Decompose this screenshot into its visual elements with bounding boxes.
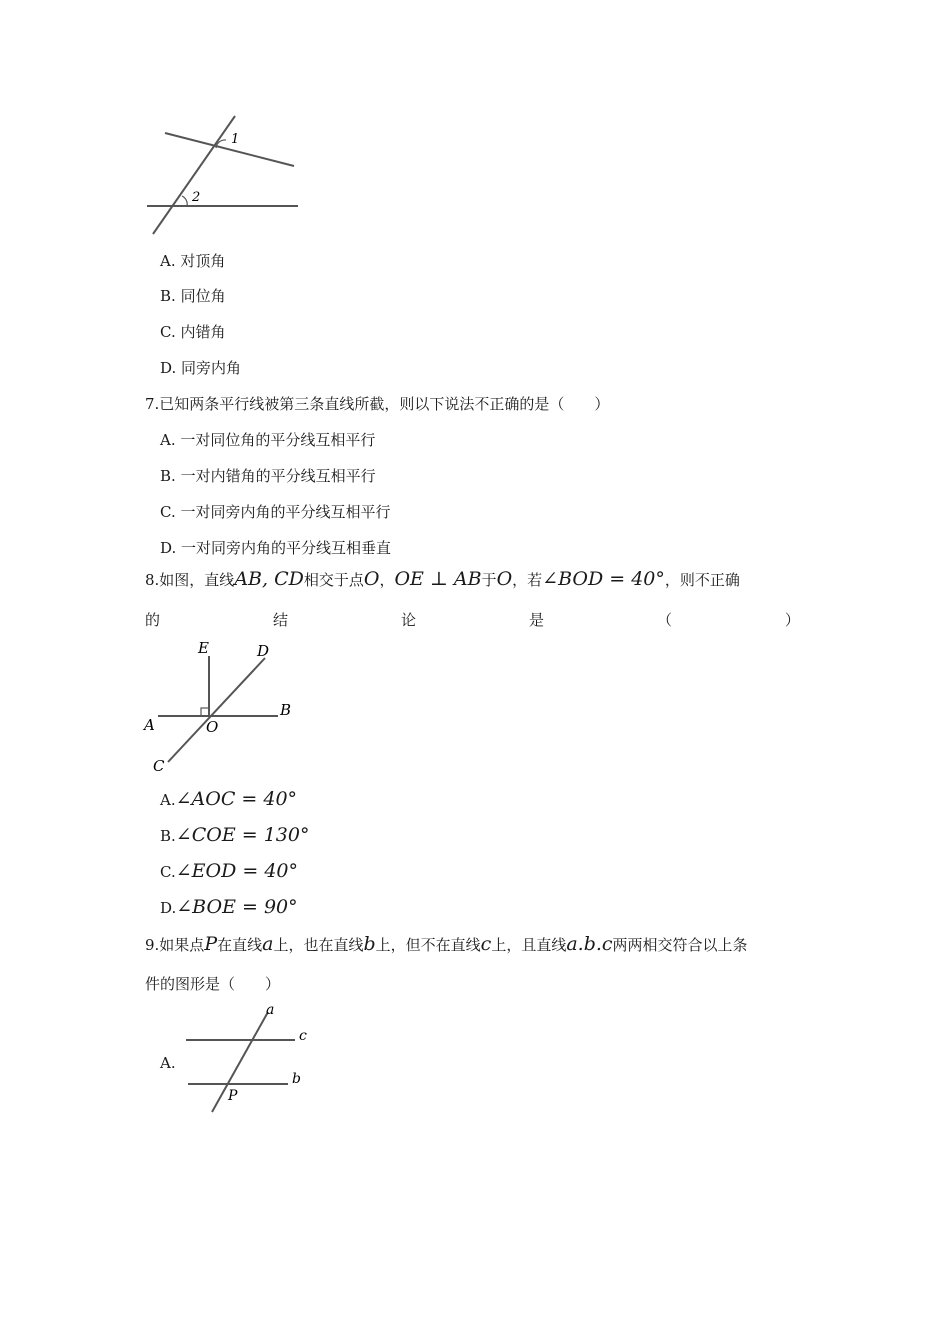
option-text: 一对同位角的平分线互相平行 [180,431,376,449]
option-letter: C. [160,863,176,881]
q6-figure [140,110,310,240]
q8-option-c[interactable] [160,860,298,882]
option-text: 对顶角 [180,252,226,270]
q8-figure [140,638,300,778]
label-e: E [198,639,209,657]
option-letter: B. [160,467,176,485]
q8-option-d[interactable] [160,896,298,918]
label-o: O [206,718,219,736]
label-b: b [292,1071,301,1087]
q8-stem: 8.如图，直线AB, CD相交于点O，OE ⊥ AB于O，若∠BOD = 40°，则不正确 [145,568,740,590]
math-oe-perp-ab: OE ⊥ AB [394,568,482,590]
q7-stem: 7.已知两条平行线被第三条直线所截，则以下说法不正确的是（ ） [145,395,610,413]
option-text: 同位角 [180,287,226,305]
label-a: a [266,1002,275,1018]
option-letter: A. [160,431,176,449]
option-letter: D. [160,539,177,557]
q7-option-a[interactable] [160,429,375,450]
q8-option-a[interactable] [160,788,297,810]
q9-stem: 9.如果点P在直线a上，也在直线b上，但不在直线c上，且直线a.b.c两两相交符合以上条 [145,933,748,955]
q9-stem-line2: 件的图形是（ ） [145,975,281,993]
q7-option-d[interactable] [160,537,391,558]
option-letter: B. [160,827,176,845]
label-d: D [257,642,270,660]
label-c: C [153,757,165,775]
q6-option-d[interactable] [160,357,241,378]
label-a: A [144,716,155,734]
q8-stem-line2: 的 结 论 是 （ ） [145,611,800,629]
label-p: P [228,1088,238,1104]
q8-option-b[interactable] [160,824,309,846]
q9-option-a[interactable] [160,1054,176,1072]
option-letter: A. [160,791,176,809]
right-angle-mark [201,708,209,716]
option-expr: ∠BOE = 90° [176,896,298,918]
option-expr: ∠EOD = 40° [175,860,298,882]
q6-option-c[interactable] [160,321,226,342]
q6-option-a[interactable] [160,250,225,271]
q6-option-b[interactable] [160,285,226,306]
option-letter: C. [160,323,176,341]
option-text: 一对同旁内角的平分线互相垂直 [181,539,392,557]
option-expr: ∠COE = 130° [175,824,310,846]
upper-line [165,133,294,166]
option-letter: C. [160,503,176,521]
label-c: c [299,1028,307,1044]
option-expr: ∠AOC = 40° [175,788,298,810]
option-letter: A. [160,1054,176,1072]
option-letter: D. [160,899,177,917]
line-cd [168,658,265,762]
angle-2-arc [182,196,187,206]
line-a [212,1012,268,1112]
option-text: 同旁内角 [181,359,242,377]
option-letter: A. [160,252,176,270]
angle-2-label: 2 [192,190,201,205]
q7-option-b[interactable] [160,465,376,486]
q7-option-c[interactable] [160,501,391,522]
q9-option-a-figure [180,1000,320,1120]
label-b: B [280,701,292,719]
option-letter: B. [160,287,176,305]
option-letter: D. [160,359,177,377]
angle-1-label: 1 [231,132,240,147]
math-ab-cd: AB, CD [234,568,304,590]
option-text: 一对内错角的平分线互相平行 [180,467,376,485]
math-angle-bod: ∠BOD = 40° [542,568,665,590]
option-text: 一对同旁内角的平分线互相平行 [180,503,391,521]
option-text: 内错角 [180,323,226,341]
